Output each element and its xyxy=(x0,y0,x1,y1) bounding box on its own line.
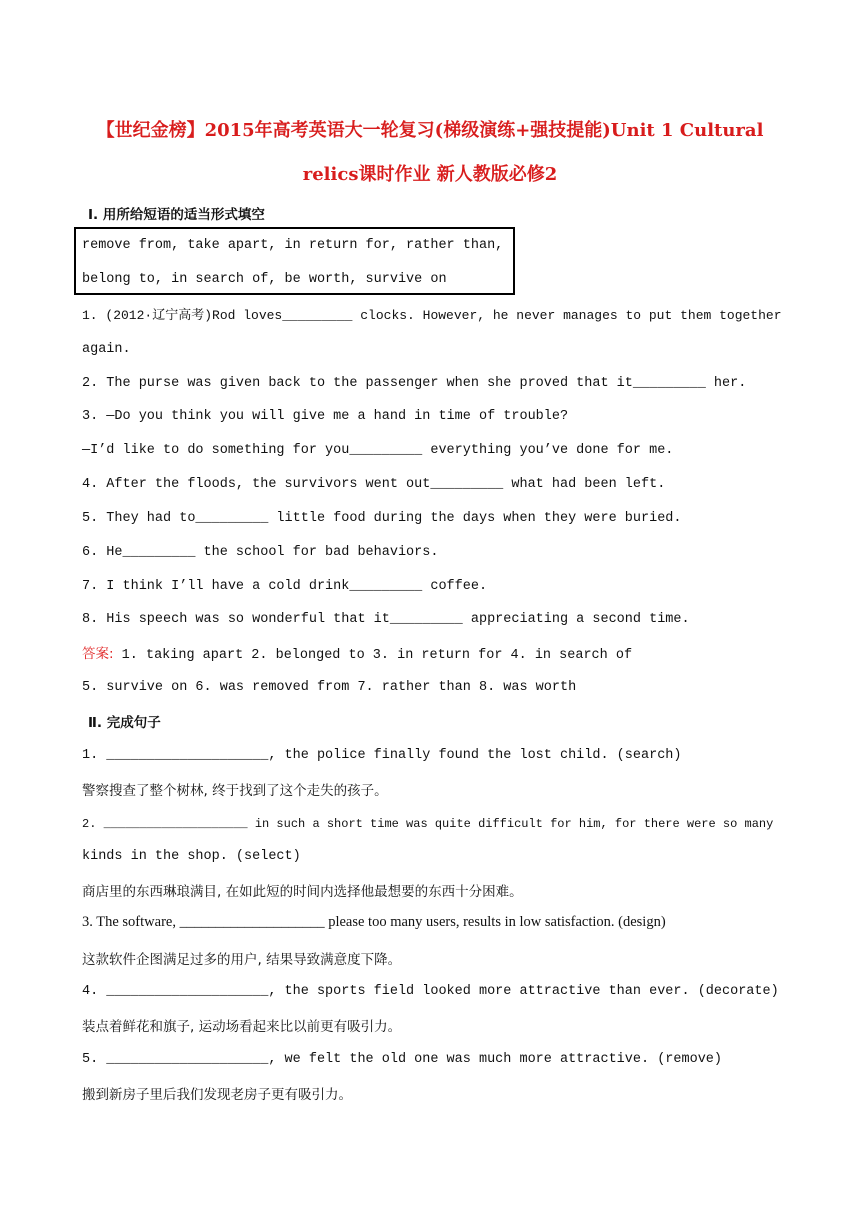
phrase-box-line-2: belong to, in search of, be worth, survive on xyxy=(82,272,447,287)
question-8: 8. His speech was so wonderful that it_________ appreciating a second time. xyxy=(82,612,690,627)
question-1: 1. (2012·辽宁高考)Rod loves_________ clocks. However, he never manages to put them together xyxy=(82,308,782,323)
answer-line-2: 5. survive on 6. was removed from 7. rather than 8. was worth xyxy=(82,680,577,695)
question-6: 6. He_________ the school for bad behaviors. xyxy=(82,545,439,560)
question-3: 3. —Do you think you will give me a hand in time of trouble? xyxy=(82,409,569,424)
sentence-2-chinese: 商店里的东西琳琅满目, 在如此短的时间内选择他最想要的东西十分困难。 xyxy=(82,884,523,900)
answer-values-1: 1. taking apart 2. belonged to 3. in return for 4. in search of xyxy=(113,648,633,663)
document-title-line-2: relics课时作业 新人教版必修2 xyxy=(302,164,558,185)
answer-line-1 xyxy=(82,645,632,665)
question-7: 7. I think I’ll have a cold drink_________ coffee. xyxy=(82,579,488,594)
question-4: 4. After the floods, the survivors went out_________ what had been left. xyxy=(82,477,666,492)
phrase-box-line-1: remove from, take apart, in return for, rather than, xyxy=(82,238,504,253)
section-1-heading: Ⅰ. 用所给短语的适当形式填空 xyxy=(88,207,265,223)
sentence-1-chinese: 警察搜查了整个树林, 终于找到了这个走失的孩子。 xyxy=(82,783,388,799)
section-2-heading: Ⅱ. 完成句子 xyxy=(88,715,161,731)
sentence-5-english: 5. ____________________, we felt the old one was much more attractive. (remove) xyxy=(82,1052,723,1067)
sentence-2-english-continued: kinds in the shop. (select) xyxy=(82,849,301,864)
sentence-2-english: 2. ____________________ in such a short time was quite difficult for him, for there were so many xyxy=(82,817,774,831)
sentence-3-chinese: 这款软件企图满足过多的用户, 结果导致满意度下降。 xyxy=(82,952,402,968)
sentence-3-english: 3. The software, ____________________ please too many users, results in low satisfaction. (design) xyxy=(82,914,666,930)
question-5: 5. They had to_________ little food during the days when they were buried. xyxy=(82,511,682,526)
question-2: 2. The purse was given back to the passenger when she proved that it_________ her. xyxy=(82,376,747,391)
sentence-1-english: 1. ____________________, the police finally found the lost child. (search) xyxy=(82,748,682,763)
document-title-line-1: 【世纪金榜】2015年高考英语大一轮复习(梯级演练+强技提能)Unit 1 Cultural xyxy=(96,120,764,141)
answer-label: 答案: xyxy=(82,646,114,662)
sentence-4-english: 4. ____________________, the sports field looked more attractive than ever. (decorate) xyxy=(82,984,779,999)
question-1-continued: again. xyxy=(82,342,131,357)
sentence-5-chinese: 搬到新房子里后我们发现老房子更有吸引力。 xyxy=(82,1087,352,1103)
sentence-4-chinese: 装点着鲜花和旗子, 运动场看起来比以前更有吸引力。 xyxy=(82,1019,402,1035)
question-3-reply: —I’d like to do something for you_________ everything you’ve done for me. xyxy=(82,443,674,458)
